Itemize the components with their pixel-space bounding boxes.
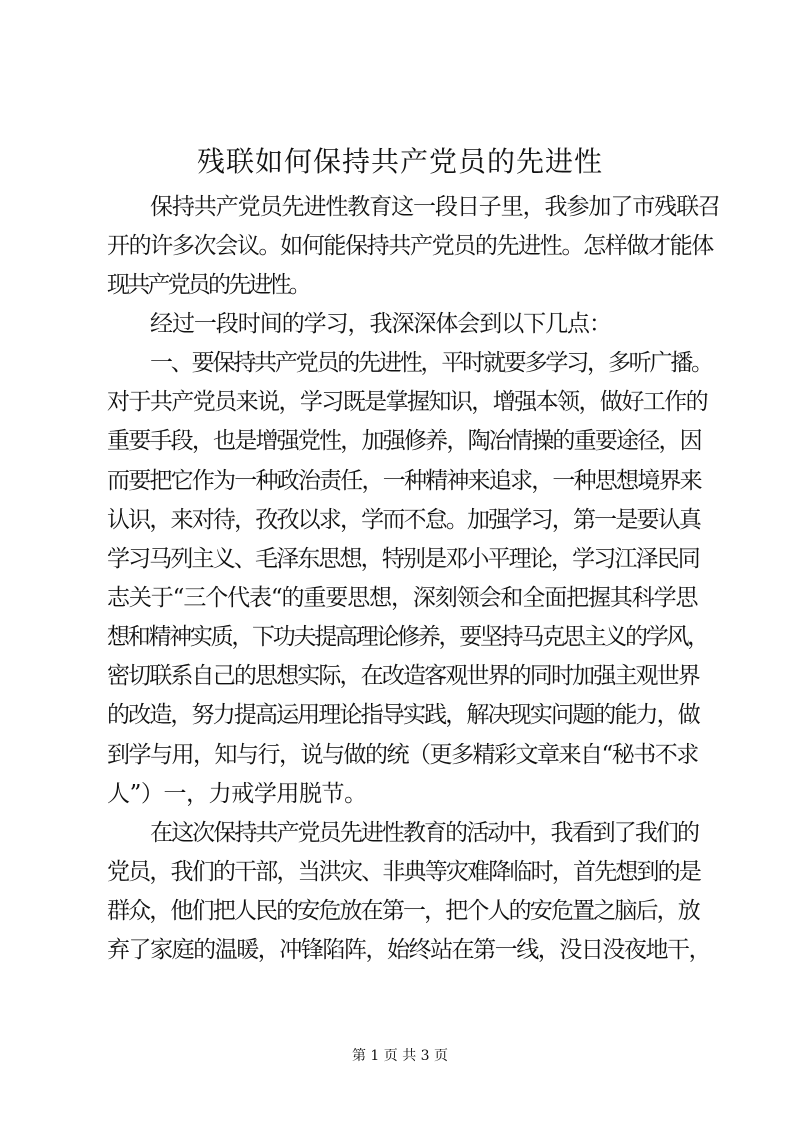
body-line-6: 对于共产党员来说，学习既是掌握知识，增强本领，做好工作的 — [107, 389, 708, 415]
body-line-9: 认识，来对待，孜孜以求，学而不怠。加强学习，第一是要认真 — [107, 507, 701, 533]
body-line-1: 保持共产党员先进性教育这一段日子里，我参加了市残联召 — [150, 194, 720, 220]
body-line-7: 重要手段，也是增强党性，加强修养，陶冶情操的重要途径，因 — [107, 428, 701, 454]
body-line-18: 党员，我们的干部，当洪灾、非典等灾难降临时，首先想到的是 — [107, 859, 701, 885]
body-line-15: 到学与用，知与行，说与做的统（更多精彩文章来自“秘书不求 — [107, 742, 698, 768]
body-line-16: 人”）一，力戒学用脱节。 — [107, 781, 367, 807]
page-footer: 第 1 页 共 3 页 — [351, 1048, 449, 1064]
body-line-10: 学习马列主义、毛泽东思想，特别是邓小平理论，学习江泽民同 — [107, 546, 699, 572]
body-line-11: 志关于“三个代表“的重要思想，深刻领会和全面把握其科学思 — [107, 585, 698, 611]
body-line-17: 在这次保持共产党员先进性教育的活动中，我看到了我们的 — [150, 820, 699, 846]
body-line-14: 的改造，努力提高运用理论指导实践，解决现实问题的能力，做 — [107, 702, 699, 728]
body-line-20: 弃了家庭的温暖，冲锋陷阵，始终站在第一线，没日没夜地干， — [107, 937, 711, 963]
document-title: 残联如何保持共产党员的先进性 — [196, 145, 603, 178]
body-line-12: 想和精神实质，下功夫提高理论修养，要坚持马克思主义的学风， — [107, 624, 708, 650]
body-line-13: 密切联系自己的思想实际，在改造客观世界的同时加强主观世界 — [107, 663, 699, 689]
body-line-4: 经过一段时间的学习，我深深体会到以下几点： — [150, 311, 611, 337]
body-line-19: 群众，他们把人民的安危放在第一，把个人的安危置之脑后，放 — [107, 898, 699, 924]
body-line-5: 一、要保持共产党员的先进性，平时就要多学习，多听广播。 — [150, 350, 712, 376]
body-line-3: 现共产党员的先进性。 — [107, 272, 310, 298]
body-line-8: 而要把它作为一种政治责任，一种精神来追求，一种思想境界来 — [107, 468, 701, 494]
body-line-2: 开的许多次会议。如何能保持共产党员的先进性。怎样做才能体 — [107, 233, 713, 259]
